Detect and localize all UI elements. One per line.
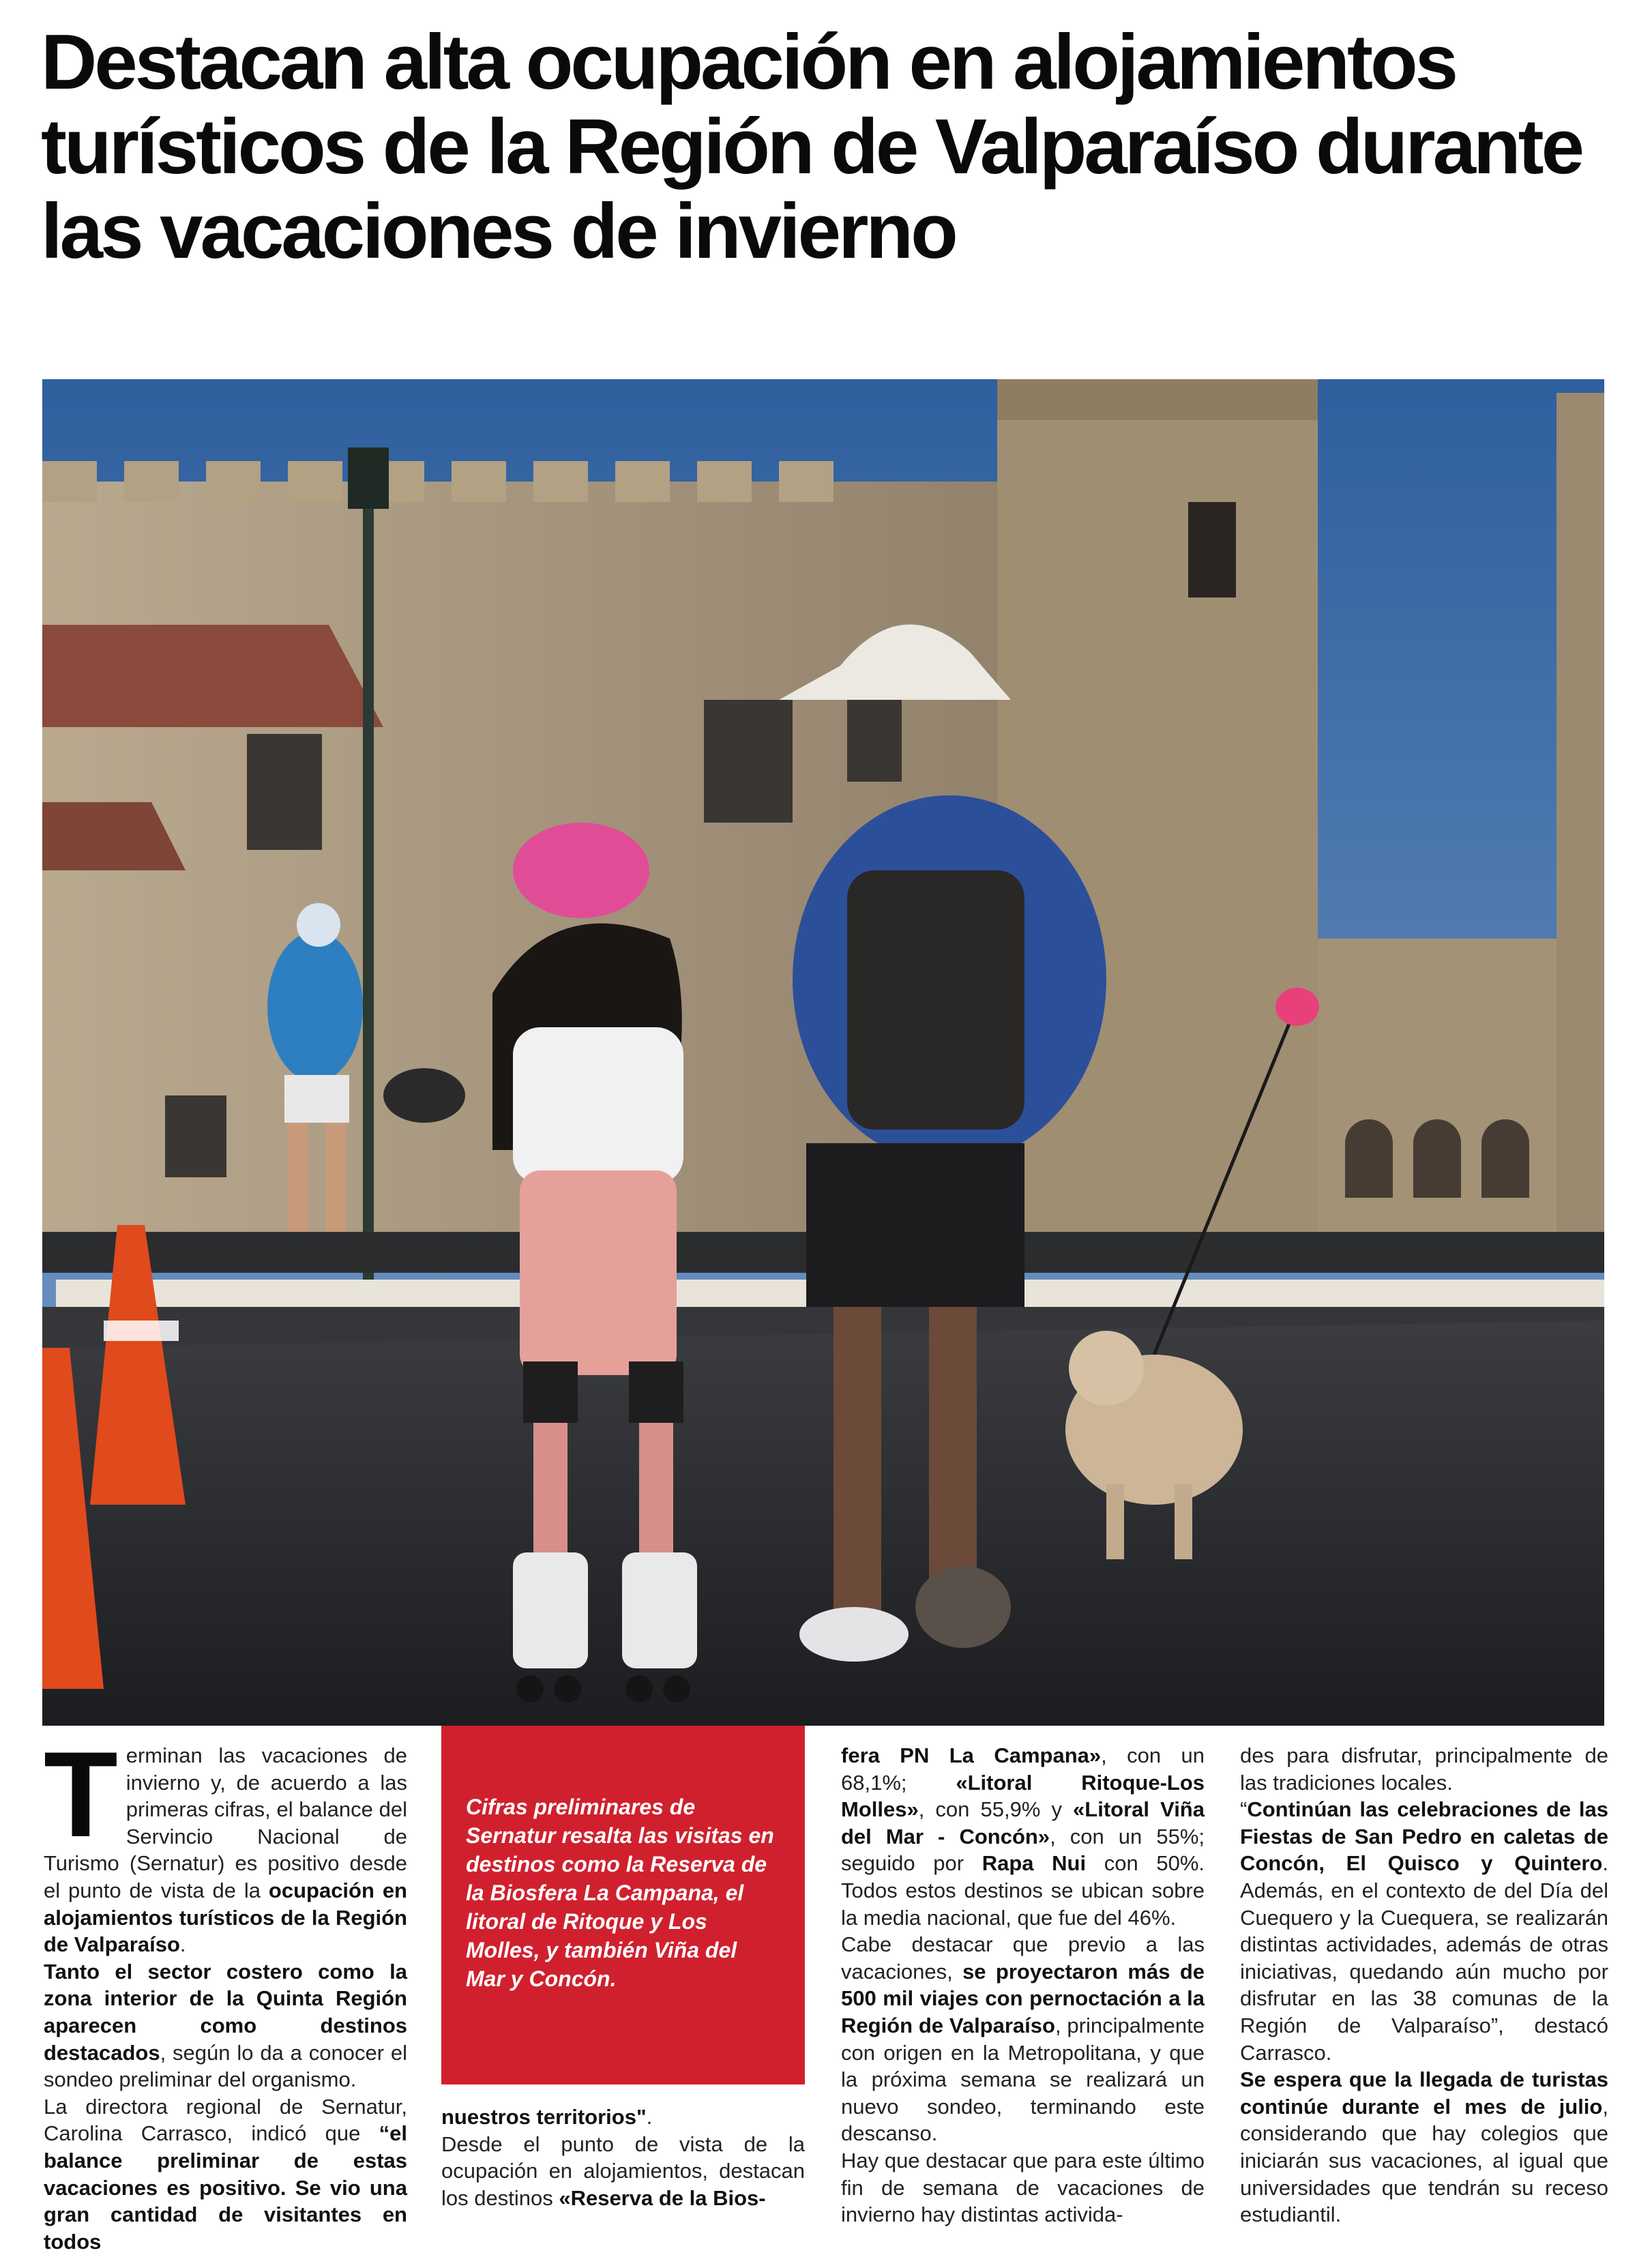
bold-text: nuestros territorios": [441, 2105, 647, 2129]
article-photo: [42, 379, 1604, 1726]
bold-text: Continúan las celebraciones de las Fiestas de San Pedro en caletas de Concón, El Quisco y Quintero: [1240, 1797, 1608, 1876]
text: , considerando que hay colegios que iniciarán sus vacaciones, al igual que universidades que tendrán su receso estudiantil.: [1240, 2094, 1608, 2227]
text: , con 55,9% y: [918, 1797, 1074, 1822]
text: “: [1240, 1797, 1248, 1822]
text: La directora regional de Sernatur, Carolina Carrasco, indicó que: [44, 2094, 407, 2146]
bold-text: Tanto el sector costero como la zona interior de la Quinta Región aparecen como destinos destacados: [44, 1959, 407, 2065]
column-2: [441, 1742, 805, 2211]
bold-text: «Litoral Viña del Mar - Concón»: [841, 1797, 1205, 1848]
column-3: [841, 1742, 1205, 2228]
paragraph: Hay que destacar que para este último fin de semana de vacaciones de invierno hay distintas activida-: [841, 2148, 1205, 2227]
text: .: [179, 1932, 186, 1957]
paragraph: [441, 2131, 805, 2212]
bold-text: fera PN La Campana»: [841, 1743, 1102, 1767]
paragraph: [44, 1958, 407, 2093]
headline: Destacan alta ocupación en alojamientos turísticos de la Región de Valparaíso durante las vacaciones de invierno: [41, 19, 1582, 275]
bold-text: ocupación en alojamientos turísticos de la Región de Valparaíso: [44, 1878, 407, 1957]
text: , según lo da a conocer el sondeo preliminar del organismo.: [44, 2040, 407, 2092]
text: con 50%. Todos estos destinos se ubican sobre la media nacional, que fue del 46%.: [841, 1851, 1205, 1930]
paragraph: des para disfrutar, principalmente de las tradiciones locales.: [1240, 1743, 1608, 1795]
paragraph: [1240, 2066, 1608, 2228]
text: , con un 68,1%;: [841, 1743, 1205, 1795]
pull-quote: Cifras preliminares de Sernatur resalta las visitas en destinos como la Reserva de la Biosfera La Campana, el litoral de Ritoque y Los Molles, y también Viña del Mar y Concón.: [441, 1726, 805, 2084]
column-1: [44, 1726, 407, 2255]
paragraph: [44, 1726, 407, 1958]
bold-text: Rapa Nui: [982, 1851, 1087, 1876]
text: , principalmente con origen en la Metropolitana, y que la próxima semana se realizará un nuevo sondeo, terminando este descanso.: [841, 2013, 1205, 2146]
bold-text: «Litoral Ritoque-Los Molles»: [841, 1770, 1205, 1822]
paragraph: [841, 1931, 1205, 2147]
text: , con un 55%; seguido por: [841, 1824, 1205, 1876]
text: erminan las vacaciones de invierno y, de acuerdo a las primeras cifras, el balance del Servincio Nacional de Turismo (Sernatur) es positivo desde el punto de vista de la: [44, 1743, 407, 1902]
text: . Además, en el contexto de del Día del Cuequero y la Cuequera, se realizarán distintas actividades, además de otras iniciativas, quedando aún mucho por disfrutar en las 38 comunas de la Región de Valparaíso”, destacó Carrasco.: [1240, 1851, 1608, 2065]
text: Cabe destacar que previo a las vacaciones,: [841, 1932, 1205, 1984]
text: Desde el punto de vista de la ocupación en alojamientos, destacan los destinos: [441, 2132, 805, 2210]
photo-image: [42, 379, 1604, 1726]
paragraph: [441, 2104, 805, 2131]
bold-text: «Reserva de la Bios-: [559, 2185, 766, 2210]
bold-text: Se espera que la llegada de turistas continúe durante el mes de julio: [1240, 2067, 1608, 2119]
bold-text: “el balance preliminar de estas vacaciones es positivo. Se vio una gran cantidad de visitantes en todos: [44, 2121, 407, 2254]
text: .: [646, 2105, 653, 2129]
column-4: [1240, 1742, 1608, 2228]
paragraph: [1240, 1796, 1608, 2066]
paragraph: [44, 2093, 407, 2255]
paragraph: [841, 1742, 1205, 1931]
drop-cap: T: [44, 1726, 118, 1862]
bold-text: se proyectaron más de 500 mil viajes con pernoctación a la Región de Valparaíso: [841, 1959, 1205, 2037]
